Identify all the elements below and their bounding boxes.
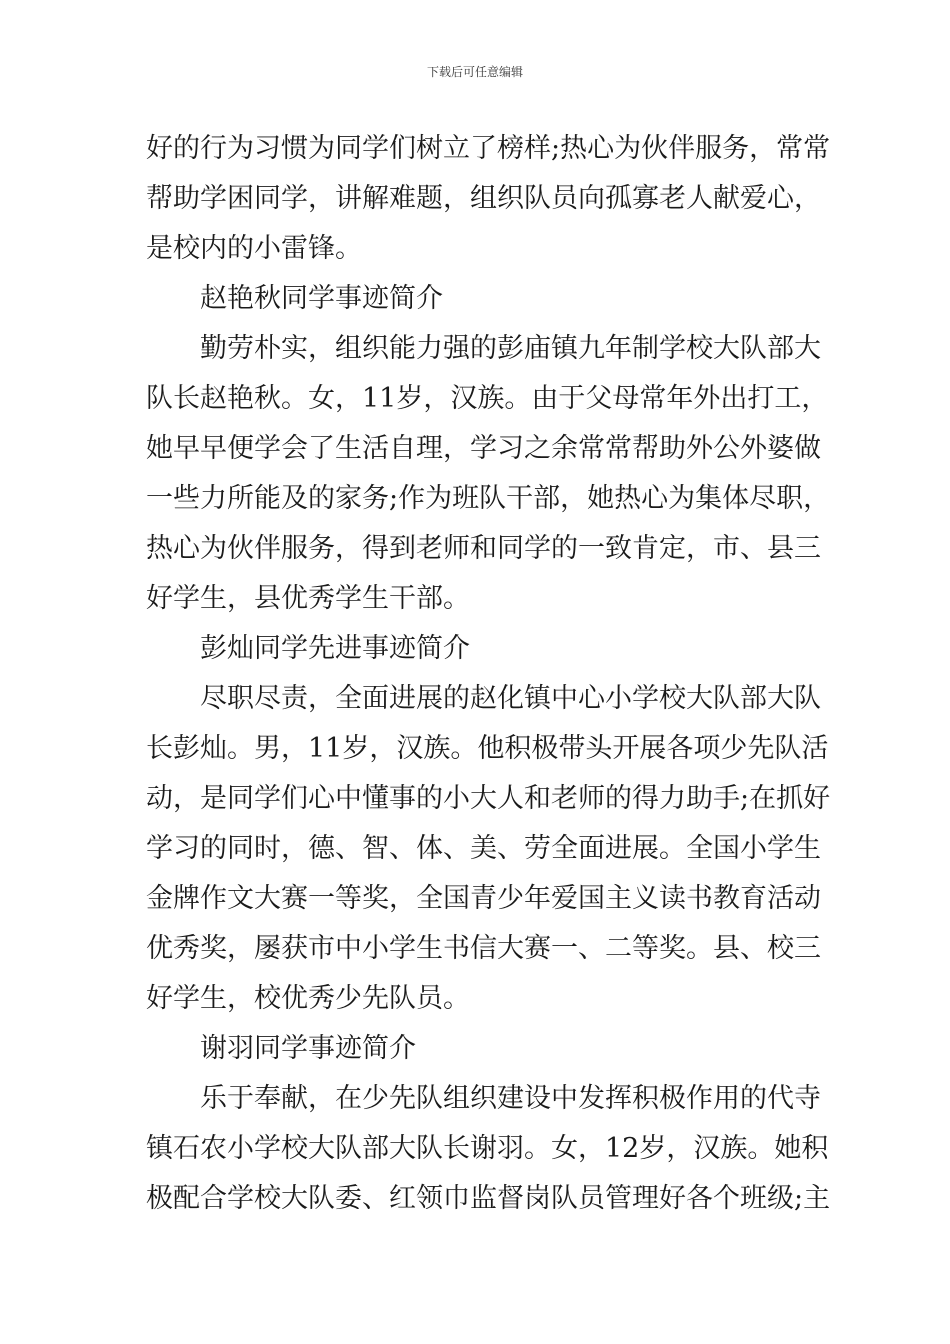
document-body — [146, 124, 831, 1224]
paragraph-line: 队长赵艳秋。女，11岁，汉族。由于父母常年外出打工， — [146, 383, 829, 414]
paragraph-line: 是校内的小雷锋。 — [146, 233, 362, 264]
paragraph-line: 尽职尽责，全面进展的赵化镇中心小学校大队部大队 — [200, 683, 821, 714]
section-heading: 彭灿同学先进事迹简介 — [200, 633, 470, 664]
page-header: 下载后可任意编辑 — [426, 65, 523, 79]
paragraph-line: 勤劳朴实，组织能力强的彭庙镇九年制学校大队部大 — [200, 333, 821, 364]
paragraph-line: 乐于奉献，在少先队组织建设中发挥积极作用的代寺 — [200, 1083, 821, 1114]
section-heading: 谢羽同学事迹简介 — [200, 1033, 416, 1064]
paragraph-line: 好学生，县优秀学生干部。 — [146, 583, 470, 614]
paragraph-line: 镇石农小学校大队部大队长谢羽。女，12岁，汉族。她积 — [146, 1133, 829, 1164]
paragraph-line: 动，是同学们心中懂事的小大人和老师的得力助手;在抓好 — [146, 783, 831, 814]
paragraph-line: 金牌作文大赛一等奖，全国青少年爱国主义读书教育活动 — [146, 883, 821, 914]
paragraph-line: 热心为伙伴服务，得到老师和同学的一致肯定，市、县三 — [146, 533, 821, 564]
paragraph-line: 优秀奖，屡获市中小学生书信大赛一、二等奖。县、校三 — [146, 933, 821, 964]
paragraph-line: 好学生，校优秀少先队员。 — [146, 983, 470, 1014]
section-heading: 赵艳秋同学事迹简介 — [200, 283, 443, 314]
paragraph-line: 好的行为习惯为同学们树立了榜样;热心为伙伴服务，常常 — [146, 133, 831, 164]
paragraph-line: 学习的同时，德、智、体、美、劳全面进展。全国小学生 — [146, 833, 821, 864]
paragraph-line: 她早早便学会了生活自理，学习之余常常帮助外公外婆做 — [146, 433, 821, 464]
paragraph-line: 极配合学校大队委、红领巾监督岗队员管理好各个班级;主 — [146, 1183, 831, 1214]
paragraph-line: 长彭灿。男，11岁，汉族。他积极带头开展各项少先队活 — [146, 733, 829, 764]
paragraph-line: 一些力所能及的家务;作为班队干部，她热心为集体尽职， — [146, 483, 831, 514]
paragraph-line: 帮助学困同学，讲解难题，组织队员向孤寡老人献爱心， — [146, 183, 821, 214]
